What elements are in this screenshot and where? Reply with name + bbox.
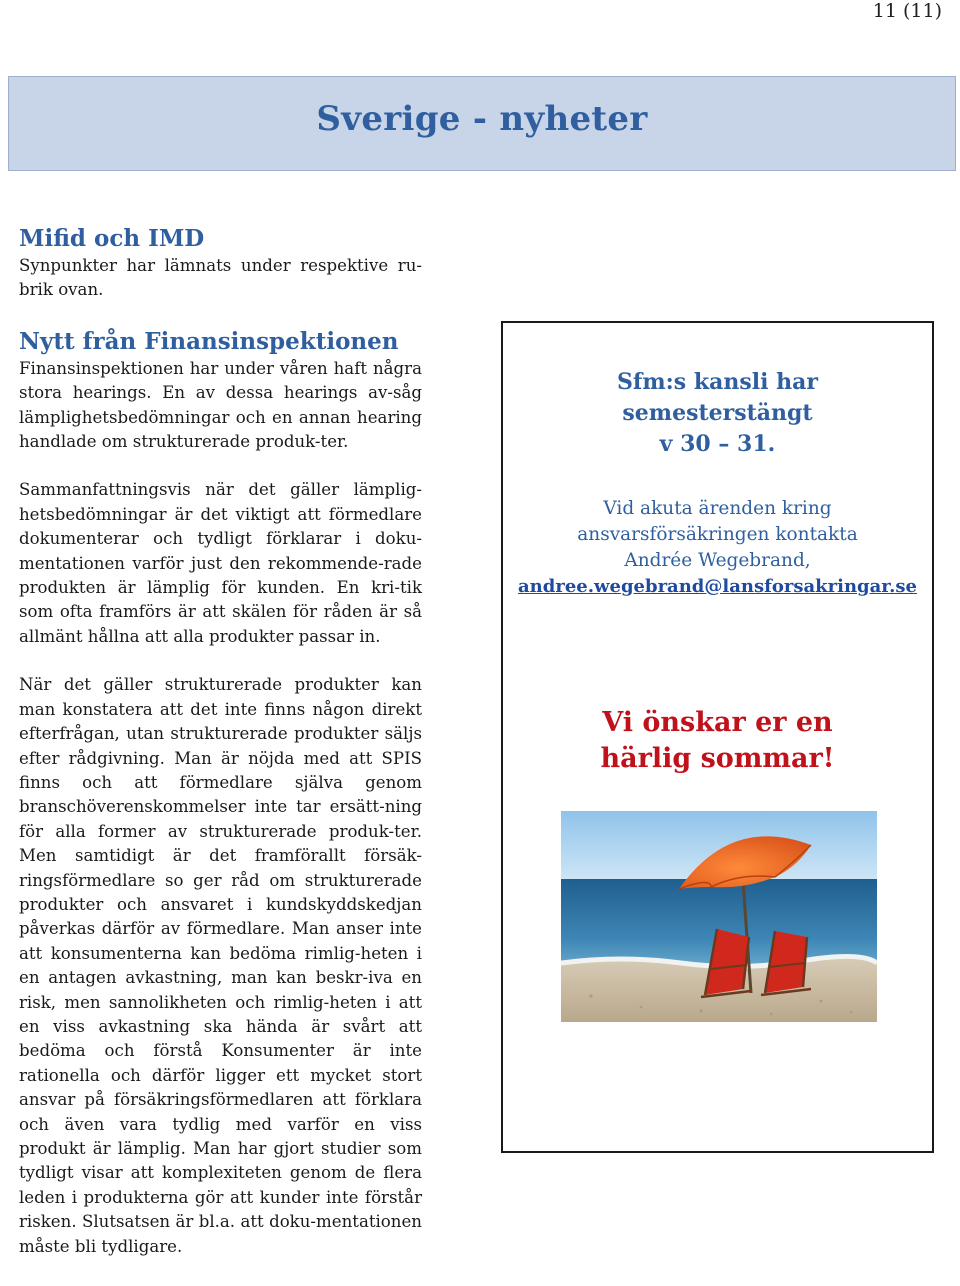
article-column: [19, 224, 422, 1259]
greeting-line: Vi önskar er en: [602, 707, 833, 738]
notice-contact-line: Vid akuta ärenden kring: [603, 498, 832, 519]
notice-heading-line: v 30 – 31.: [659, 431, 776, 457]
beach-umbrella-chairs-photo: [561, 811, 877, 1022]
section-paragraph: Sammanfattningsvis när det gäller lämplig-hetsbedömningar är det viktigt att förmedlare dokumenterar och tydligt förklarar i doku-mentationen varför just den rekommende-rade produkten är lämplig för kunden. En kri-tik som ofta framförs är att skälen för råden är så allmänt hållna att alla produkter passar in.: [19, 480, 422, 646]
notice-contact-line: Andrée Wegebrand,: [624, 550, 811, 571]
section-paragraph: Finansinspektionen har under våren haft några stora hearings. En av dessa hearings av-såg lämplighetsbedömningar och en annan hearing handlade om strukturerade produk-ter.: [19, 358, 422, 452]
section-paragraph: När det gäller strukturerade produkter kan man konstatera att det inte finns någon direkt efterfrågan, utan strukturerade produkter säljs efter rådgivning. Man är nöjda med att SPIS finns och att förmedlare själva genom branschöverenskommelser inte tar ersätt-ning för alla former av strukturerade produk-ter. Men samtidigt är det framförallt försäk-ringsförmedlare so ger råd om strukturerade produkter och ansvaret i kundskyddskedjan påverkas därför av förmedlare. Man anser inte att konsumenterna kan bedöma rimlig-heten i en antagen avkastning, man kan beskr-iva en risk, men sannolikheten och rimlig-heten i att en viss avkastning ska hända är svårt att bedöma och förstå Konsumenter är inte rationella och därför ligger ett mycket stort ansvar på försäkringsförmedlaren att förklara och även vara tydlig med varför en viss produkt är lämplig. Man har gjort studier som tydligt visar att komplexiteten genom de flera leden i produkterna gör att kunder inte förstår risken. Slutsatsen är bl.a. att doku-mentationen måste bli tydligare.: [19, 675, 422, 1256]
notice-box: [501, 321, 934, 1153]
notice-contact-line: ansvarsförsäkringen kontakta: [577, 524, 858, 545]
banner-title: Sverige - nyheter: [316, 99, 648, 139]
greeting-line: härlig sommar!: [600, 743, 835, 774]
notice-heading-line: semesterstängt: [622, 400, 813, 426]
notice-heading-line: Sfm:s kansli har: [617, 369, 818, 395]
notice-heading: [503, 367, 932, 460]
summer-greeting: [503, 705, 932, 777]
section-heading-fi: Nytt från Finansinspektionen: [19, 327, 399, 355]
section-paragraph: Synpunkter har lämnats under respektive ru-brik ovan.: [19, 256, 422, 300]
notice-contact: [503, 496, 932, 574]
section-banner: [8, 76, 956, 171]
contact-email-link[interactable]: andree.wegebrand@lansforsakringar.se: [518, 576, 917, 597]
page-number: 11 (11): [872, 0, 942, 22]
section-heading-mifid: Mifid och IMD: [19, 225, 205, 252]
